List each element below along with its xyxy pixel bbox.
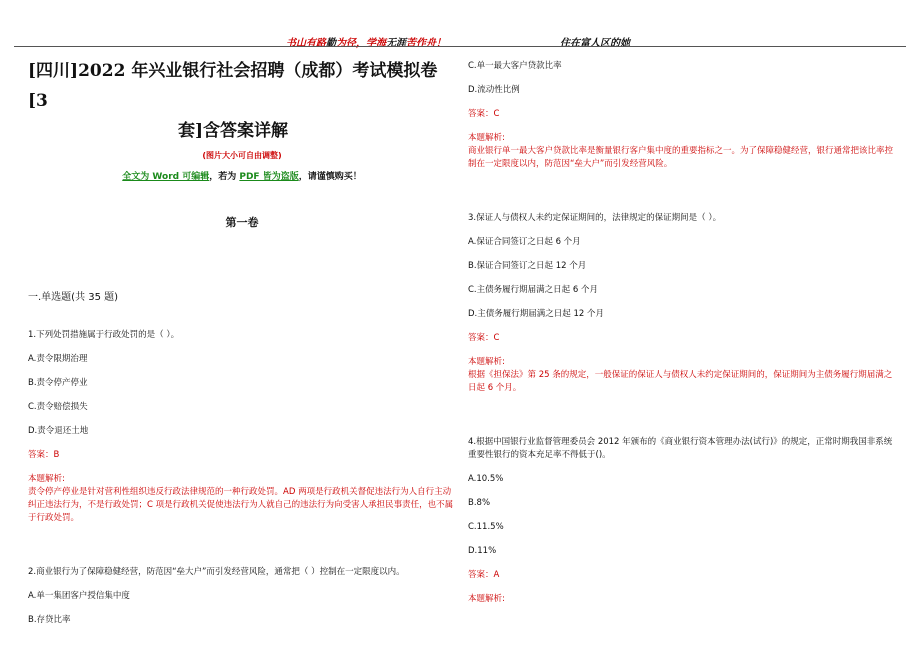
option-d: D.11% [468,546,497,556]
header-author: 住在富人区的她 [560,38,630,49]
question-4 [468,436,898,606]
doc-title-line1: [四川]2022 年兴业银行社会招聘（成都）考试模拟卷[3 [28,61,438,111]
option-a: A.责令限期治理 [28,354,88,364]
doc-subnote: (图片大小可自由调整) [202,151,282,160]
header-slogan-part4: 无涯 [386,38,406,49]
header-divider [14,46,906,47]
question-1 [28,329,456,525]
option-a: A.10.5% [468,474,504,484]
option-a: A.单一集团客户授信集中度 [28,591,130,601]
question-stem: 3.保证人与债权人未约定保证期间的，法律规定的保证期间是（ ）。 [468,213,722,223]
explain-label: 本题解析: [28,474,65,484]
explain-text: 根据《担保法》第 25 条的规定，一般保证的保证人与债权人未约定保证期间的，保证期间为主债务履行期届满之日起 6 个月。 [468,370,893,393]
answer: 答案：B [28,450,60,460]
part-label: 一.单选题(共 35 题) [28,292,119,303]
question-3 [468,212,898,395]
option-d: D.流动性比例 [468,85,520,95]
left-column [28,56,456,627]
banner-sep: ，若为 [209,172,240,182]
doc-title-line2: 套]含答案详解 [177,121,289,141]
option-c: C.责令赔偿损失 [28,402,88,412]
header-slogan-part1: 书山有路 [286,38,326,49]
explain-label: 本题解析: [468,594,505,604]
banner-pdf-pirated: PDF 皆为盗版 [239,172,299,182]
option-c: C.单一最大客户贷款比率 [468,61,562,71]
explain-text: 责令停产停业是针对营利性组织违反行政法律规范的一种行政处罚。AD 两项是行政机关督促违法行为人自行主动纠正违法行为，不是行政处罚；C 项是行政机关促使违法行为人就自己的违法行为向受害人承担民事责任，也不属于行政处罚。 [28,487,454,523]
question-stem: 2.商业银行为了保障稳健经营，防范因“垒大户”而引发经营风险，通常把（ ）控制在一定限度以内。 [28,567,405,577]
option-b: B.8% [468,498,491,508]
option-d: D.主债务履行期届满之日起 12 个月 [468,309,604,319]
banner-word-editable: 全文为 Word 可编辑 [122,172,210,182]
answer: 答案：A [468,570,500,580]
explain-label: 本题解析: [468,133,505,143]
option-b: B.责令停产停业 [28,378,88,388]
answer: 答案：C [468,109,500,119]
option-c: C.主债务履行期届满之日起 6 个月 [468,285,598,295]
explain-text: 商业银行单一最大客户贷款比率是衡量银行客户集中度的重要指标之一。为了保障稳健经营，银行通常把该比率控制在一定限度以内，防范因“垒大户”而引发经营风险。 [468,146,894,169]
header-slogan-part2: 勤 [326,38,336,49]
question-stem: 4.根据中国银行业监督管理委员会 2012 年颁布的《商业银行资本管理办法(试行)》的规定，正常时期我国非系统重要性银行的资本充足率不得低于()。 [468,437,893,460]
option-a: A.保证合同签订之日起 6 个月 [468,237,581,247]
section-title: 第一卷 [225,216,259,229]
header-slogan-part3: 为径，学海 [336,38,386,49]
option-d: D.责令退还土地 [28,426,89,436]
question-stem: 1.下列处罚措施属于行政处罚的是（ ）。 [28,330,180,340]
banner-warning: ，请谨慎购买！ [298,172,362,182]
explain-label: 本题解析: [468,357,505,367]
doc-banner [28,169,456,182]
answer: 答案：C [468,333,500,343]
right-column [468,56,898,606]
option-c: C.11.5% [468,522,504,532]
option-b: B.存贷比率 [28,615,71,625]
header-slogan-part5: 苦作舟！ [406,38,446,49]
option-b: B.保证合同签订之日起 12 个月 [468,261,587,271]
question-2 [28,566,456,627]
